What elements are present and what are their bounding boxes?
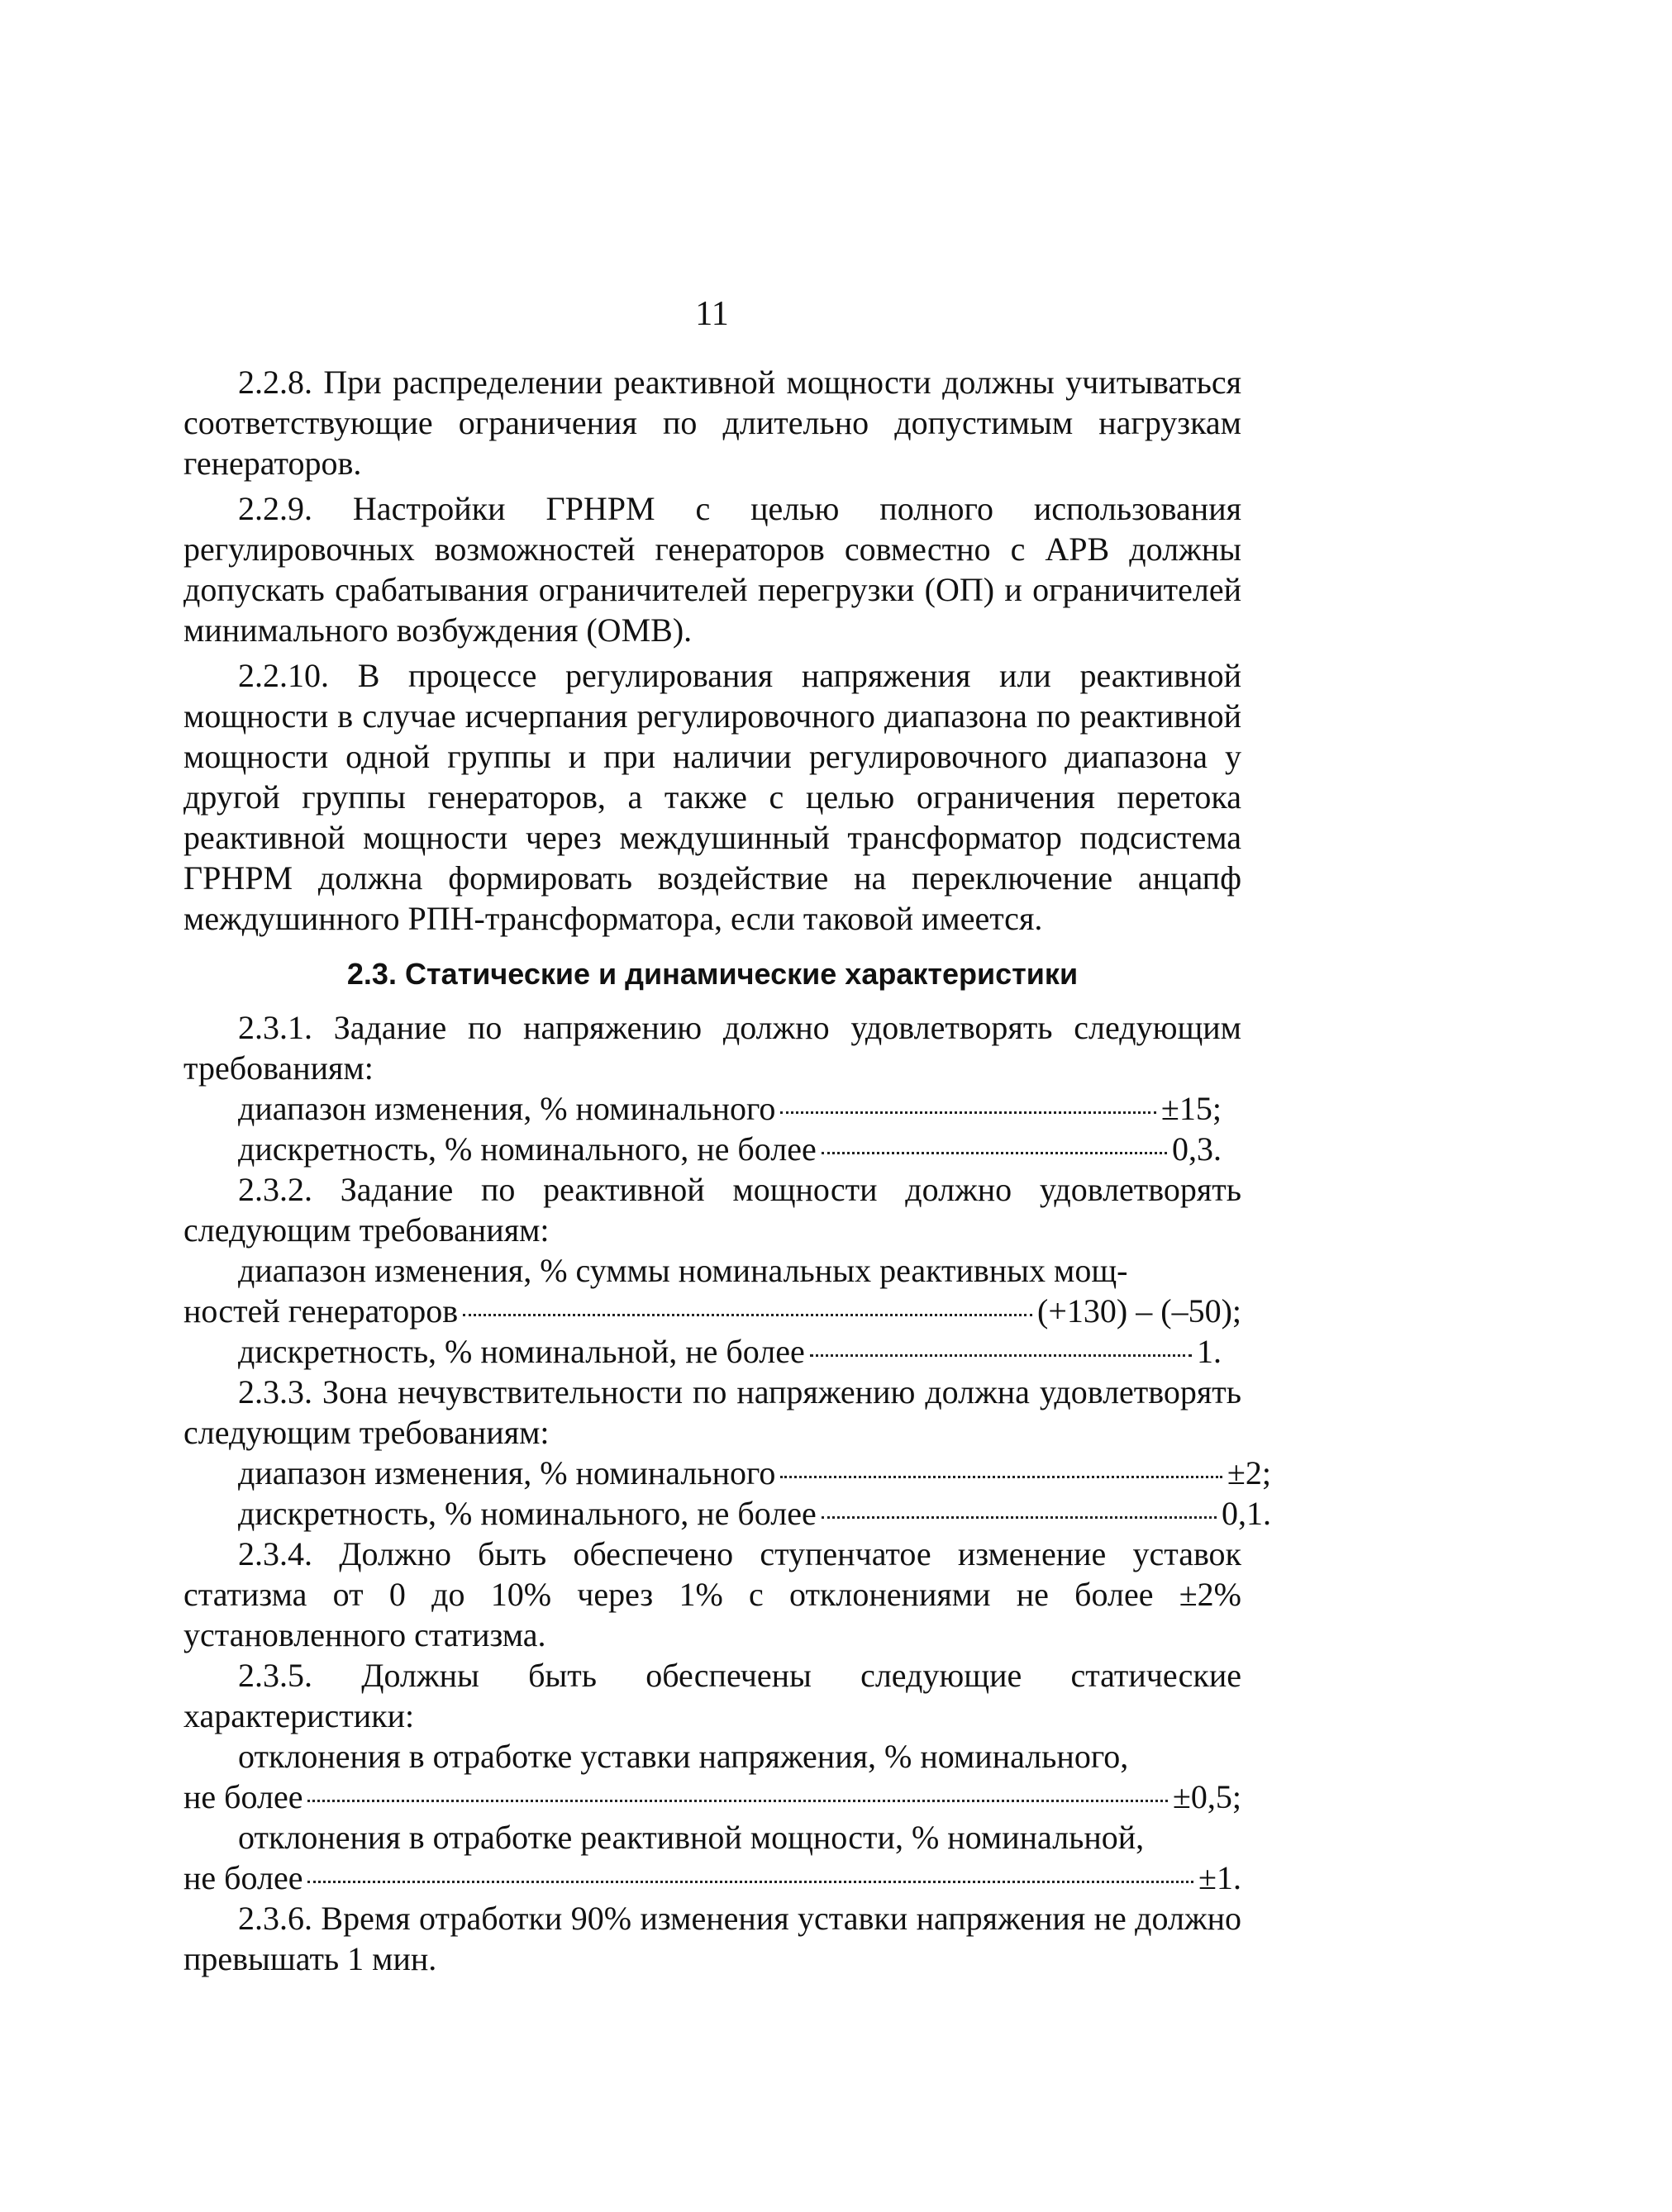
leader-2-3-5-dev-q	[183, 1858, 1241, 1898]
leader-value: ±2;	[1227, 1454, 1271, 1491]
dot-leader	[822, 1516, 1217, 1519]
paragraph-2-2-9: 2.2.9. Настройки ГРНРМ с целью полного использования регулировочных возможностей генераторов совместно с АРВ должны допускать срабатывания ограничителей перегрузки (ОП) и ограничителей минимального возбуждения (ОМВ).	[183, 490, 1241, 649]
leader-label: не более	[183, 1859, 303, 1896]
document-body	[183, 362, 1271, 1979]
leader-value: (+130) – (–50);	[1037, 1292, 1241, 1330]
dot-leader	[307, 1881, 1193, 1883]
leader-value: 0,1.	[1222, 1495, 1271, 1532]
leader-2-3-2-step	[183, 1331, 1222, 1372]
leader-label: ностей генераторов	[183, 1292, 459, 1330]
leader-label: диапазон изменения, % номинального	[238, 1454, 776, 1491]
leader-label: не более	[183, 1778, 303, 1815]
leader-value: 0,3.	[1172, 1130, 1222, 1168]
leader-value: ±0,5;	[1172, 1778, 1241, 1815]
paragraph-2-3-2: 2.3.2. Задание по реактивной мощности должно удовлетворять следующим требованиям:	[183, 1171, 1241, 1249]
leader-label: дискретность, % номинального, не более	[238, 1130, 817, 1168]
dot-leader	[780, 1111, 1156, 1114]
dot-leader	[463, 1314, 1032, 1316]
leader-2-3-2-range	[183, 1291, 1241, 1331]
leader-2-3-3-step	[183, 1493, 1271, 1534]
leader-2-3-1-range	[183, 1088, 1222, 1129]
section-heading-2-3: 2.3. Статические и динамические характеристики	[346, 957, 1079, 991]
leader-2-3-1-step	[183, 1129, 1222, 1169]
dot-leader	[822, 1152, 1167, 1154]
dot-leader	[780, 1476, 1222, 1478]
leader-2-3-5-dev-u-line1: отклонения в отработке уставки напряжения, % номинального,	[238, 1738, 1129, 1775]
paragraph-2-3-4: 2.3.4. Должно быть обеспечено ступенчатое изменение уставок статизма от 0 до 10% через 1% с отклонениями не более ±2% установленного статизма.	[183, 1535, 1241, 1653]
leader-label: дискретность, % номинального, не более	[238, 1495, 817, 1532]
leader-value: 1.	[1197, 1333, 1222, 1370]
paragraph-2-3-5: 2.3.5. Должны быть обеспечены следующие статические характеристики:	[183, 1657, 1241, 1734]
leader-value: ±1.	[1198, 1859, 1241, 1896]
leader-2-3-3-range	[183, 1453, 1271, 1493]
paragraph-2-3-3: 2.3.3. Зона нечувствительности по напряжению должна удовлетворять следующим требованиям:	[183, 1373, 1241, 1451]
leader-value: ±15;	[1160, 1090, 1222, 1127]
page-number: 11	[695, 295, 729, 333]
dot-leader	[810, 1354, 1192, 1357]
leader-2-3-5-dev-u	[183, 1777, 1241, 1817]
paragraph-2-3-1: 2.3.1. Задание по напряжению должно удовлетворять следующим требованиям:	[183, 1009, 1241, 1087]
paragraph-2-2-10: 2.2.10. В процессе регулирования напряжения или реактивной мощности в случае исчерпания регулировочного диапазона по реактивной мощности одной группы и при наличии регулировочного диапазона у другой группы генераторов, а также с целью ограничения перетока реактивной мощности через междушинный трансформатор подсистема ГРНРМ должна формировать воздействие на переключение анцапф междушинного РПН-трансформатора, если таковой имеется.	[183, 657, 1241, 937]
leader-label: диапазон изменения, % номинального	[238, 1090, 776, 1127]
dot-leader	[307, 1800, 1167, 1802]
paragraph-2-2-8: 2.2.8. При распределении реактивной мощности должны учитываться соответствующие ограничения по длительно допустимым нагрузкам генераторов.	[183, 364, 1241, 482]
leader-2-3-2-range-line1: диапазон изменения, % суммы номинальных реактивных мощ-	[238, 1252, 1128, 1289]
leader-2-3-5-dev-q-line1: отклонения в отработке реактивной мощности, % номинальной,	[238, 1819, 1145, 1856]
paragraph-2-3-6: 2.3.6. Время отработки 90% изменения уставки напряжения не должно превышать 1 мин.	[183, 1900, 1241, 1977]
leader-label: дискретность, % номинальной, не более	[238, 1333, 805, 1370]
